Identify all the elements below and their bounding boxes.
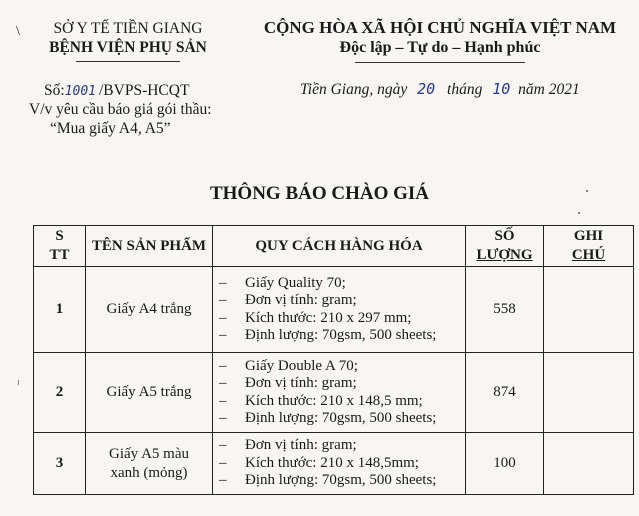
motto-underline — [355, 62, 525, 63]
header-stt: S TT — [34, 226, 86, 267]
doc-no-handwritten: 1001 — [64, 84, 96, 99]
row-stt: 1 — [34, 267, 86, 353]
row-spec: – Giấy Quality 70; – Đơn vị tính: gram; – Kích thước: 210 x 297 mm; – Định lượng: 70gsm, 500 sheets; — [213, 267, 466, 353]
date-year: năm 2021 — [518, 81, 580, 98]
row-note — [544, 433, 634, 495]
row-qty: 558 — [466, 267, 544, 353]
row-spec: – Đơn vị tính: gram; – Kích thước: 210 x 148,5mm; – Định lượng: 70gsm, 500 sheets; — [213, 433, 466, 495]
date-line — [300, 80, 580, 99]
doc-no-suffix: /BVPS-HCQT — [99, 82, 190, 99]
table-row — [34, 433, 634, 495]
row-stt: 2 — [34, 353, 86, 433]
row-note — [544, 353, 634, 433]
scan-speck — [578, 212, 580, 214]
table-header-row — [34, 226, 634, 267]
scan-speck — [18, 380, 19, 385]
document-number — [44, 82, 189, 100]
table-row — [34, 353, 634, 433]
subject-line-2: “Mua giấy A4, A5” — [50, 120, 171, 137]
row-stt: 3 — [34, 433, 86, 495]
date-day: 20 — [417, 80, 436, 98]
header-qty: SỐ LƯỢNG — [466, 226, 544, 267]
date-month-label: tháng — [447, 81, 483, 98]
row-spec: – Giấy Double A 70; – Đơn vị tính: gram; – Kích thước: 210 x 148,5 mm; – Định lượng: 70gsm, 500 sheets; — [213, 353, 466, 433]
hospital-underline — [76, 61, 180, 62]
row-product: Giấy A4 trắng — [86, 267, 213, 353]
scan-speck — [586, 190, 588, 192]
row-product: Giấy A5 màu xanh (mỏng) — [86, 433, 213, 495]
national-motto: Độc lập – Tự do – Hạnh phúc — [339, 39, 541, 56]
document-title: THÔNG BÁO CHÀO GIÁ — [209, 183, 430, 204]
row-note — [544, 267, 634, 353]
department-name: SỞ Y TẾ TIỀN GIANG — [53, 20, 203, 37]
doc-no-prefix: Số: — [44, 82, 65, 99]
row-qty: 874 — [466, 353, 544, 433]
row-qty: 100 — [466, 433, 544, 495]
row-product: Giấy A5 trắng — [86, 353, 213, 433]
date-month: 10 — [492, 80, 511, 98]
date-place: Tiền Giang, ngày — [300, 81, 408, 98]
hospital-name: BỆNH VIỆN PHỤ SẢN — [49, 39, 207, 56]
table-row — [34, 267, 634, 353]
national-title: CỘNG HÒA XÃ HỘI CHỦ NGHĨA VIỆT NAM — [263, 18, 617, 37]
header-note: GHI CHÚ — [544, 226, 634, 267]
header-spec: QUY CÁCH HÀNG HÓA — [213, 226, 466, 267]
price-request-table — [33, 225, 634, 495]
subject-line-1: V/v yêu cầu báo giá gói thầu: — [29, 101, 212, 118]
stray-mark: \ — [16, 24, 20, 39]
header-product: TÊN SẢN PHẨM — [86, 226, 213, 267]
